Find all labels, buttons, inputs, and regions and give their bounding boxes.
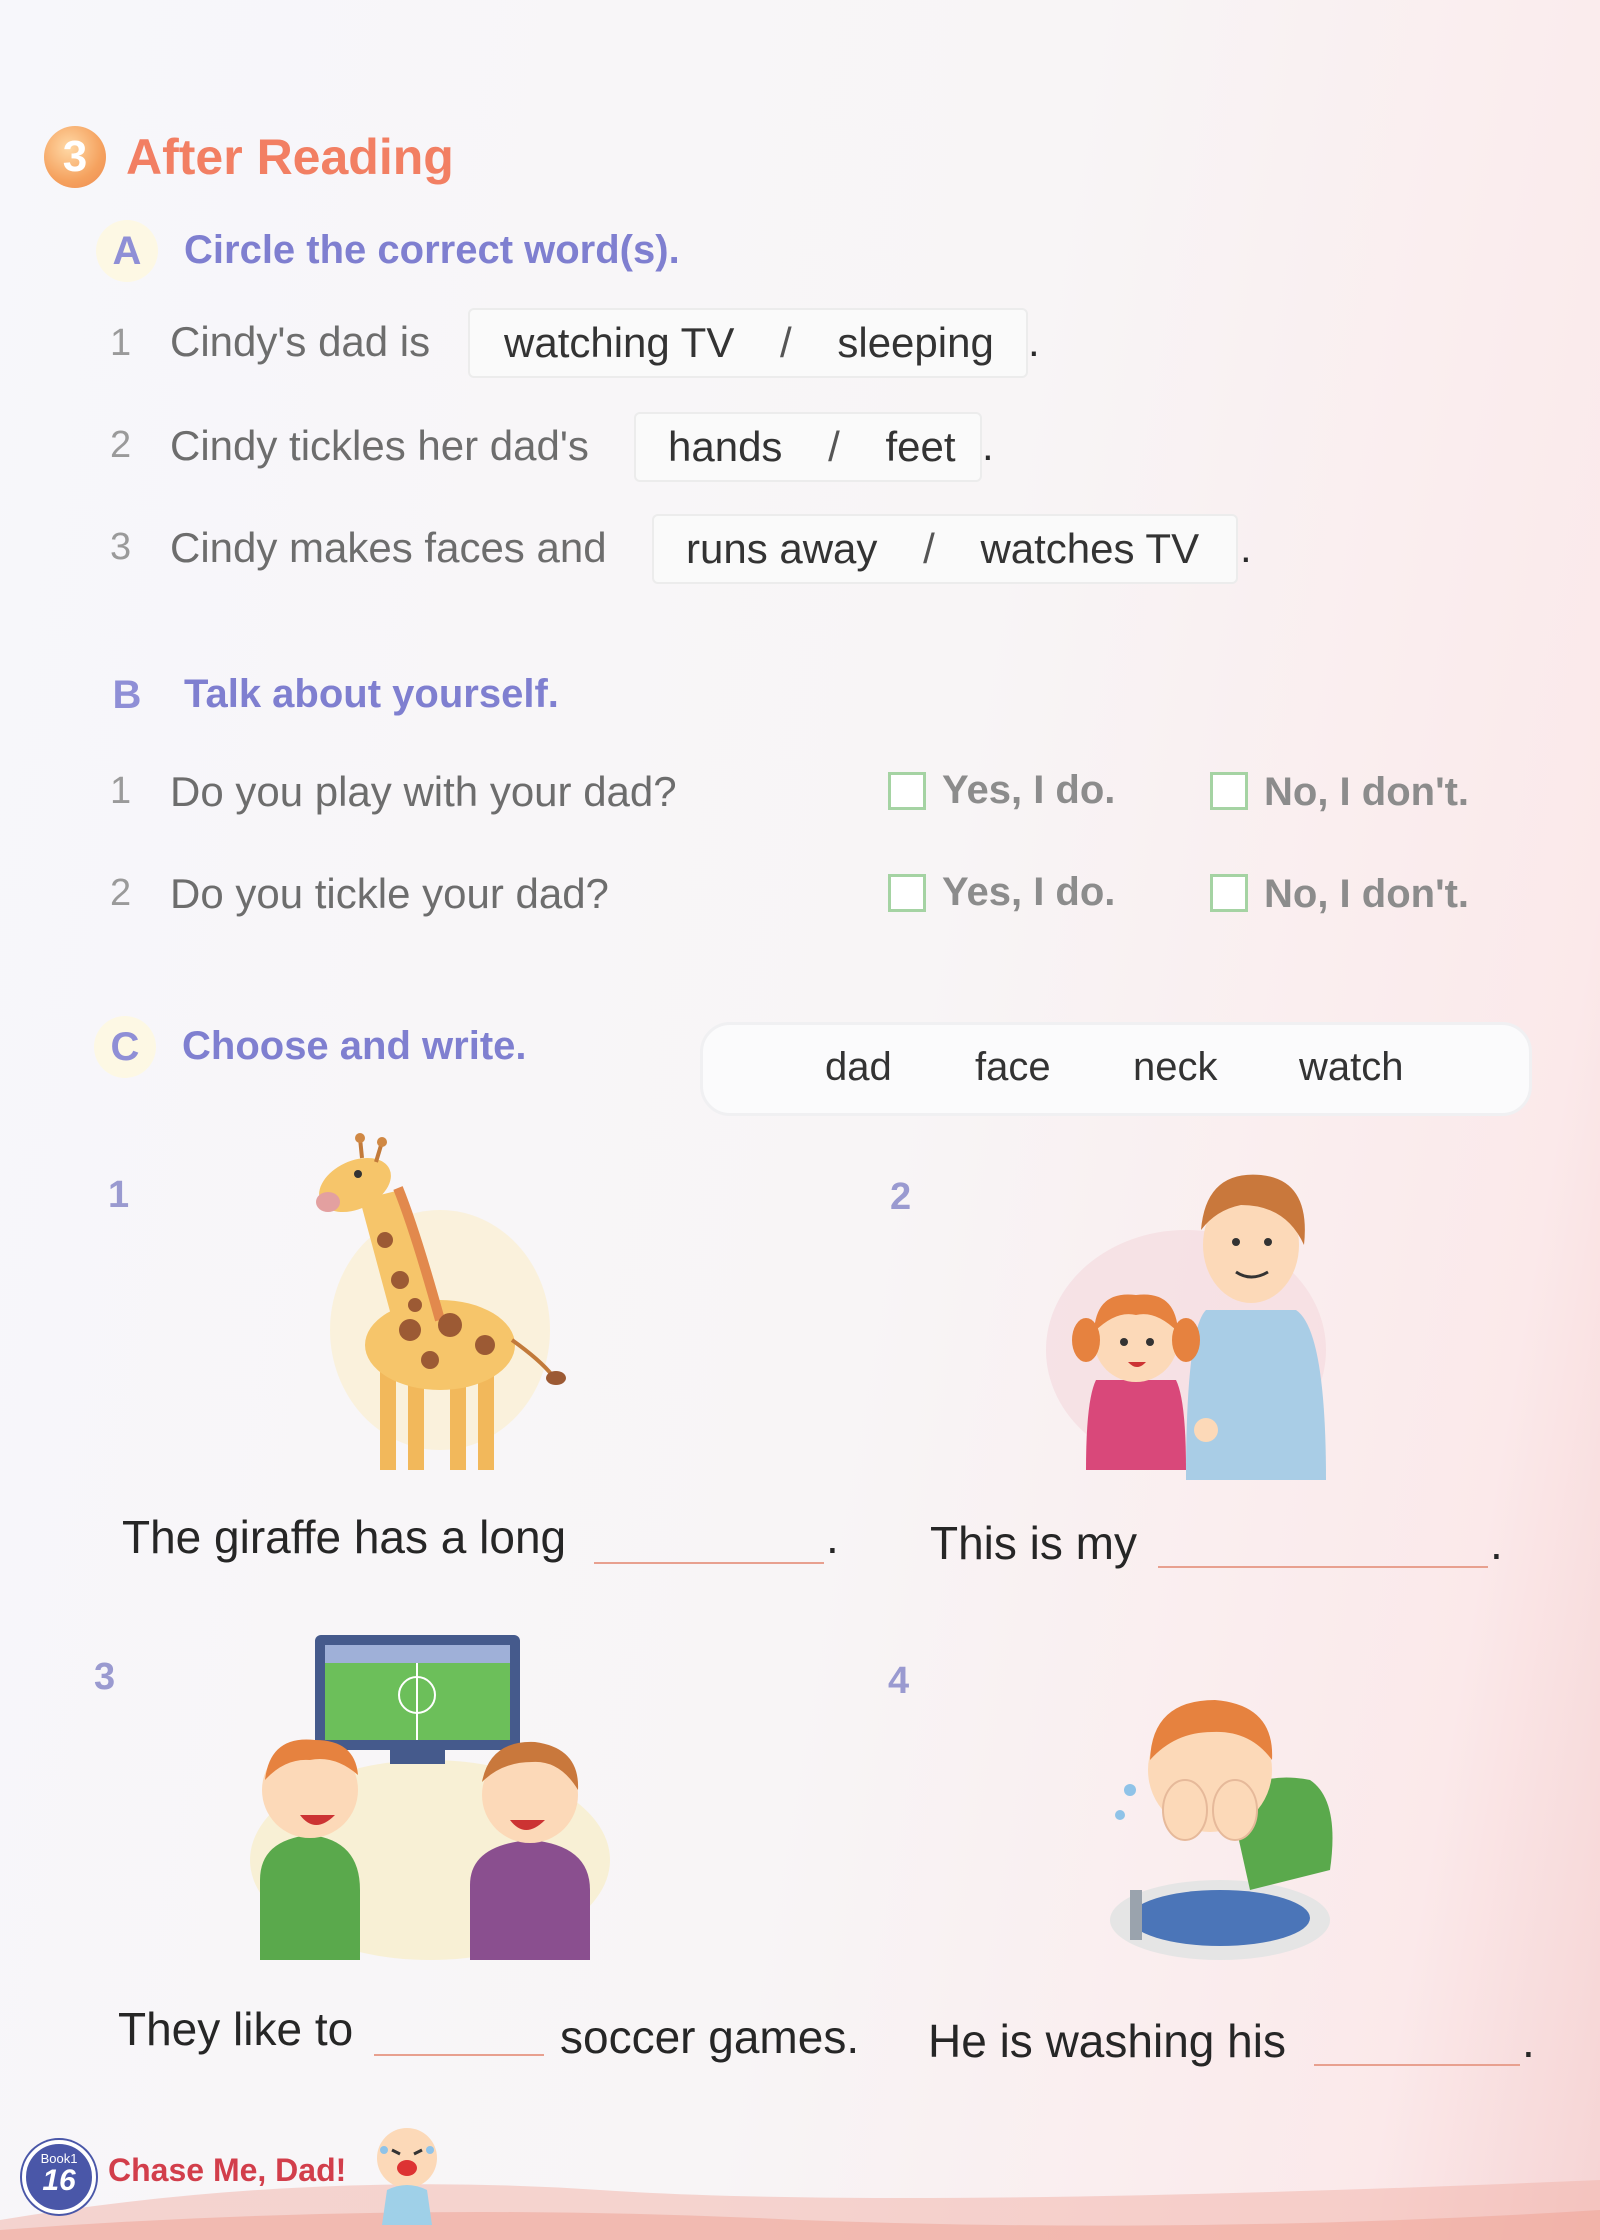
- dad-and-girl-illustration: [1036, 1150, 1346, 1480]
- c-item-4-answer-blank[interactable]: [1314, 2064, 1520, 2066]
- a-item-3-period: .: [1240, 524, 1252, 571]
- b-item-1-yes-checkbox[interactable]: [888, 772, 926, 810]
- a-item-2-option-1[interactable]: hands: [668, 423, 783, 470]
- b-item-2-yes-checkbox[interactable]: [888, 874, 926, 912]
- a-item-2-choice-box: [634, 412, 982, 482]
- a-item-2-number: 2: [110, 424, 132, 466]
- giraffe-illustration: [290, 1130, 580, 1480]
- a-item-2-text: Cindy tickles her dad's: [170, 422, 589, 469]
- a-item-3-slash: /: [923, 525, 935, 572]
- c-item-4-sentence: He is washing his: [928, 2015, 1286, 2067]
- c-item-1-number: 1: [108, 1174, 130, 1216]
- a-item-3-option-2[interactable]: watches TV: [980, 525, 1200, 572]
- section-title: After Reading: [126, 129, 454, 185]
- b-item-1-no-label: No, I don't.: [1264, 770, 1470, 814]
- crying-baby-icon: [362, 2120, 452, 2230]
- kids-watching-soccer-illustration: [240, 1630, 620, 1960]
- page-number: 16: [42, 2164, 76, 2197]
- b-item-1-number: 1: [110, 770, 132, 812]
- c-item-1-period: .: [826, 1511, 839, 1563]
- a-item-1-text: Cindy's dad is: [170, 318, 431, 365]
- a-item-1-period: .: [1028, 318, 1040, 365]
- b-item-2-no-checkbox[interactable]: [1210, 874, 1248, 912]
- book-title: Chase Me, Dad!: [108, 2152, 347, 2188]
- b-item-2-number: 2: [110, 872, 132, 914]
- part-c-letter: C: [94, 1016, 156, 1078]
- c-item-2-answer-blank[interactable]: [1158, 1566, 1488, 1568]
- c-item-2-period: .: [1490, 1517, 1503, 1569]
- a-item-1-slash: /: [780, 319, 792, 366]
- c-item-4-period: .: [1522, 2015, 1535, 2067]
- b-item-2-no-label: No, I don't.: [1264, 872, 1470, 916]
- word-bank: [700, 1022, 1532, 1116]
- part-a-letter: A: [96, 220, 158, 282]
- c-item-2-number: 2: [890, 1176, 912, 1218]
- b-item-2-yes-label: Yes, I do.: [942, 870, 1116, 914]
- book-label: Book1: [40, 2151, 78, 2166]
- word-bank-word: face: [975, 1045, 1051, 1089]
- c-item-3-number: 3: [94, 1656, 116, 1698]
- a-item-2-period: .: [982, 422, 994, 469]
- word-bank-word: watch: [1299, 1045, 1404, 1089]
- a-item-3-number: 3: [110, 526, 132, 568]
- a-item-3-option-1[interactable]: runs away: [686, 525, 878, 572]
- word-bank-word: neck: [1133, 1045, 1218, 1089]
- a-item-1-option-1[interactable]: watching TV: [504, 319, 735, 366]
- a-item-2-slash: /: [828, 423, 840, 470]
- a-item-2-option-2[interactable]: feet: [885, 423, 956, 470]
- c-item-3-sentence-end: soccer games.: [560, 2011, 860, 2063]
- c-item-2-sentence: This is my: [930, 1517, 1137, 1569]
- book-page-badge: [22, 2140, 96, 2214]
- a-item-1-choice-box: [468, 308, 1028, 378]
- b-item-1-text: Do you play with your dad?: [170, 768, 677, 815]
- part-c-title: Choose and write.: [182, 1024, 527, 1068]
- a-item-3-choice-box: [652, 514, 1238, 584]
- b-item-1-no-checkbox[interactable]: [1210, 772, 1248, 810]
- a-item-1-number: 1: [110, 322, 132, 364]
- boy-washing-face-illustration: [1090, 1660, 1350, 1960]
- part-a-title: Circle the correct word(s).: [184, 228, 680, 272]
- part-b-title: Talk about yourself.: [184, 672, 559, 716]
- part-b-letter: B: [112, 673, 142, 717]
- c-item-3-answer-blank[interactable]: [374, 2054, 544, 2056]
- a-item-1-option-2[interactable]: sleeping: [837, 319, 994, 366]
- b-item-2-text: Do you tickle your dad?: [170, 870, 609, 917]
- section-number-badge: 3: [44, 126, 106, 188]
- b-item-1-yes-label: Yes, I do.: [942, 768, 1116, 812]
- c-item-4-number: 4: [888, 1660, 910, 1702]
- c-item-1-answer-blank[interactable]: [594, 1562, 824, 1564]
- c-item-3-sentence: They like to: [118, 2003, 354, 2055]
- word-bank-word: dad: [825, 1045, 892, 1089]
- c-item-1-sentence: The giraffe has a long: [122, 1511, 567, 1563]
- a-item-3-text: Cindy makes faces and: [170, 524, 607, 571]
